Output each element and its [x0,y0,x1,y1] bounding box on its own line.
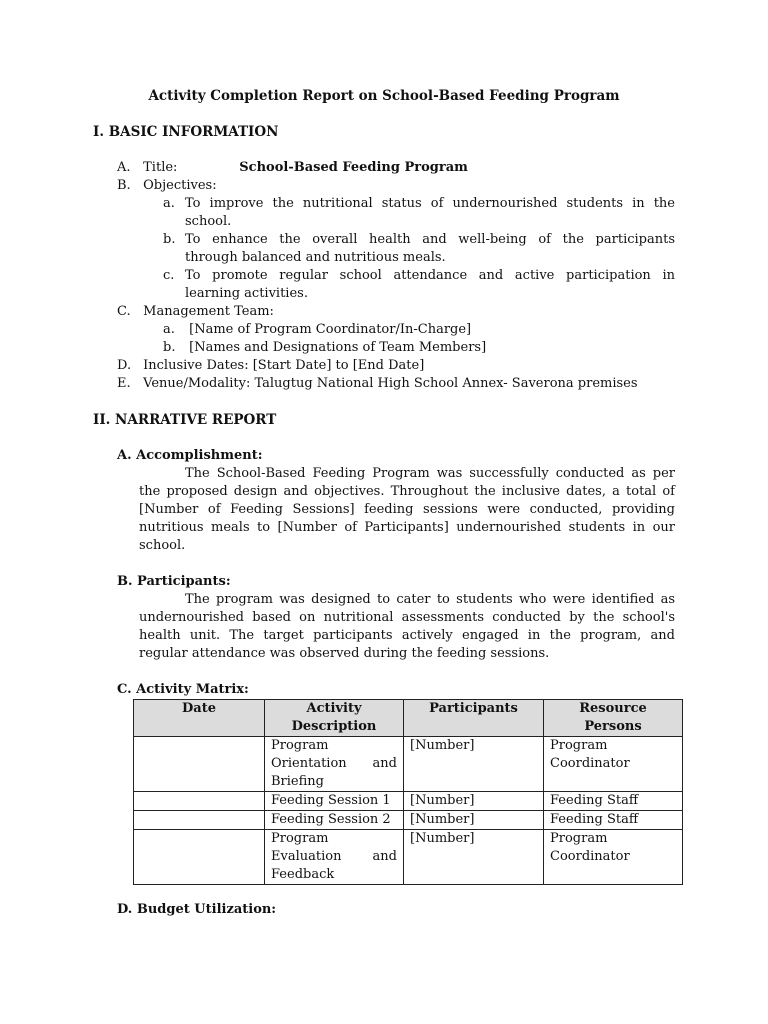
objective-label: b. [163,232,176,247]
objective-item [163,267,185,285]
cell-resource: Feeding Staff [544,811,683,830]
accomplishment-heading: A. Accomplishment: [117,448,263,463]
cell-participants: [Number] [404,792,544,811]
section-basic-information-heading: I. BASIC INFORMATION [93,124,279,140]
objective-line: To promote regular school attendance and active participation in [185,268,675,283]
cell-participants: [Number] [404,737,544,792]
objective-line: school. [185,214,232,229]
cell-activity: Program Orientation and Briefing [265,737,404,792]
participants-text: The program was designed to cater to students who were identified as undernourished based on nutritional assessments conducted by the school's health unit. The target participants actively engaged in the program, and regular attendance was observed during the feeding sessions. [139,592,675,661]
objective-item [163,195,185,213]
column-header-activity: Activity Description [265,700,404,737]
basic-info-team-row [117,303,274,321]
objective-line: To enhance the overall health and well-being of the participants [185,232,675,247]
cell-activity: Feeding Session 1 [265,792,404,811]
table-row [134,737,683,792]
title-value: School-Based Feeding Program [239,160,468,175]
title-key: Title: [143,160,178,175]
dates-text: Inclusive Dates: [Start Date] to [End Date] [143,358,425,373]
table-row [134,792,683,811]
cell-resource: Program Coordinator [544,830,683,885]
section-narrative-report-heading: II. NARRATIVE REPORT [93,412,277,428]
table-row [134,811,683,830]
venue-text: Venue/Modality: Talugtug National High School Annex- Saverona premises [143,376,638,391]
budget-utilization-heading: D. Budget Utilization: [117,902,277,917]
objective-label: c. [163,268,175,283]
objective-line: through balanced and nutritious meals. [185,250,446,265]
cell-date [134,830,265,885]
team-label: b. [163,340,176,355]
objective-label: a. [163,196,175,211]
team-key: Management Team: [143,304,274,319]
basic-info-objectives-row [117,177,217,195]
cell-date [134,737,265,792]
column-header-resource: Resource Persons [544,700,683,737]
basic-info-title-row [117,159,468,177]
accomplishment-paragraph [139,465,675,555]
team-label: a. [163,322,175,337]
cell-activity: Feeding Session 2 [265,811,404,830]
item-label: E. [117,376,131,391]
cell-activity: Program Evaluation and Feedback [265,830,404,885]
cell-participants: [Number] [404,830,544,885]
report-title: Activity Completion Report on School-Based Feeding Program [148,88,620,104]
item-label: C. [117,304,131,319]
basic-info-dates-row [117,357,424,375]
item-label: A. [117,160,131,175]
cell-participants: [Number] [404,811,544,830]
item-label: D. [117,358,132,373]
activity-matrix-heading: C. Activity Matrix: [117,682,249,697]
item-label: B. [117,178,131,193]
participants-paragraph [139,591,675,663]
cell-resource: Program Coordinator [544,737,683,792]
participants-heading: B. Participants: [117,574,231,589]
table-header-row [134,700,683,737]
basic-info-venue-row [117,375,638,393]
objectives-key: Objectives: [143,178,217,193]
cell-date [134,811,265,830]
objective-item [163,231,185,249]
team-text: [Names and Designations of Team Members] [189,340,487,355]
cell-resource: Feeding Staff [544,792,683,811]
objective-line: learning activities. [185,286,308,301]
accomplishment-text: The School-Based Feeding Program was successfully conducted as per the proposed design and objectives. Throughout the inclusive dates, a total of [Number of Feeding Sessions] feeding sessions were conducted, providing nutritious meals to [Number of Participants] undernourished students in our school. [139,466,675,553]
objective-line: To improve the nutritional status of undernourished students in the [185,196,675,211]
team-text: [Name of Program Coordinator/In-Charge] [189,322,472,337]
team-member-item [163,339,486,357]
team-member-item [163,321,471,339]
activity-matrix-table [133,699,683,885]
column-header-participants: Participants [404,700,544,737]
cell-date [134,792,265,811]
column-header-date: Date [134,700,265,737]
table-row [134,830,683,885]
